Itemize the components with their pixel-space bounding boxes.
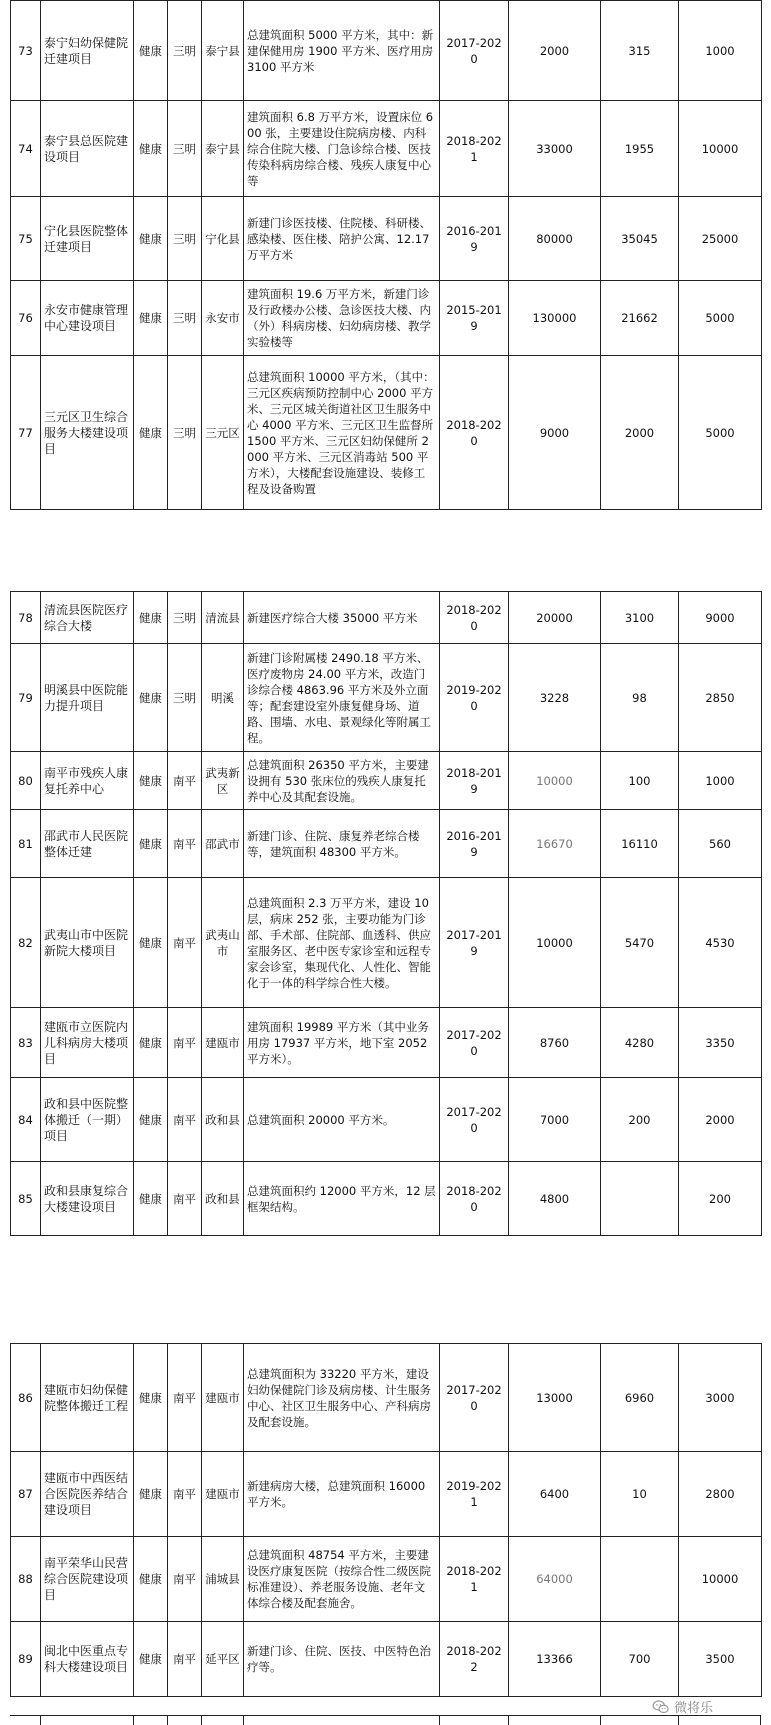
cell-period: 2018-2020 (440, 356, 509, 510)
table-row (11, 1078, 762, 1162)
cell-period: 2017-2020 (440, 1078, 509, 1162)
cell-total: 16670 (509, 810, 601, 878)
cell-city: 三明 (168, 644, 202, 752)
table-row (11, 878, 762, 1008)
cell-county: 泰宁县 (202, 101, 244, 197)
cell-idx: 87 (11, 1452, 41, 1537)
cell-name: 泰宁县总医院建设项目 (41, 101, 134, 197)
cell-name: 宁化县医院整体迁建项目 (41, 197, 134, 281)
wechat-logo-icon (652, 1698, 670, 1716)
table-row (11, 1622, 762, 1697)
cell-desc: 建筑面积 19989 平方米（其中业务用房 17937 平方米，地下室 2052 平方米）。 (244, 1008, 440, 1078)
cell-done: 700 (601, 1622, 679, 1697)
cell-name: 清流县医院医疗综合大楼 (41, 592, 134, 644)
cell-city: 三明 (168, 1, 202, 101)
cell-period: 2016-2019 (440, 810, 509, 878)
cell-period: 2016-2019 (440, 197, 509, 281)
cell-cat: 健康 (134, 101, 168, 197)
cell-desc: 总建筑面积约 12000 平方米，12 层框架结构。 (244, 1162, 440, 1236)
cell-cat: 健康 (134, 1078, 168, 1162)
cell-name: 南平市残疾人康复托养中心 (41, 752, 134, 810)
cell-county: 武夷山市 (202, 878, 244, 1008)
cell-city: 南平 (168, 1078, 202, 1162)
cell-cat: 健康 (134, 644, 168, 752)
cell-period: 2017-2020 (440, 1344, 509, 1452)
cell-period: 2018-2021 (440, 1537, 509, 1622)
cell-county: 建瓯市 (202, 1452, 244, 1537)
cell-desc: 新建医疗综合大楼 35000 平方米 (244, 592, 440, 644)
cell-total: 13366 (509, 1622, 601, 1697)
cell-period: 2018-2021 (440, 101, 509, 197)
cell-county: 建瓯市 (202, 1008, 244, 1078)
cell-idx: 74 (11, 101, 41, 197)
cell-period: 2018-2020 (440, 592, 509, 644)
cell-city: 三明 (168, 356, 202, 510)
cell-plan: 5000 (679, 356, 762, 510)
cell-name: 邵武市人民医院整体迁建 (41, 810, 134, 878)
table-row (11, 752, 762, 810)
cell-cat: 健康 (134, 752, 168, 810)
cell-city: 南平 (168, 1452, 202, 1537)
cell-done: 21662 (601, 281, 679, 356)
cell-cat: 健康 (134, 356, 168, 510)
cell-total: 80000 (509, 197, 601, 281)
cell-total: 10000 (509, 878, 601, 1008)
cell-total: 6400 (509, 1452, 601, 1537)
cell-period: 2018-2020 (440, 1162, 509, 1236)
cell-plan: 1000 (679, 1, 762, 101)
cell-plan: 5000 (679, 281, 762, 356)
cell-city: 三明 (168, 592, 202, 644)
cell-city: 南平 (168, 752, 202, 810)
cell-idx: 88 (11, 1537, 41, 1622)
cell-name: 建瓯市妇幼保健院整体搬迁工程 (41, 1344, 134, 1452)
cell-period: 2018-2022 (440, 1622, 509, 1697)
cell-cat: 健康 (134, 1162, 168, 1236)
cell-done: 5470 (601, 878, 679, 1008)
project-table-block-1 (10, 0, 762, 510)
cell-desc: 总建筑面积 2.3 万平方米，建设 10 层，病床 252 张，主要功能为门诊部、手术部、住院部、血透科、供应室服务区、老中医专家诊室和远程专家会诊室，集现代化、人性化、智能化于一体的科学综合性大楼。 (244, 878, 440, 1008)
cell-county: 明溪 (202, 644, 244, 752)
cell-idx: 80 (11, 752, 41, 810)
cell-county: 邵武市 (202, 810, 244, 878)
cell-plan: 2000 (679, 1078, 762, 1162)
cell-county: 政和县 (202, 1162, 244, 1236)
cell-city: 南平 (168, 1344, 202, 1452)
table-row (11, 1344, 762, 1452)
table-row (11, 1008, 762, 1078)
cell-plan: 200 (679, 1162, 762, 1236)
cell-period: 2018-2019 (440, 752, 509, 810)
cell-plan: 3350 (679, 1008, 762, 1078)
cell-desc: 总建筑面积 10000 平方米，（其中：三元区疾病预防控制中心 2000 平方米、三元区城关街道社区卫生服务中心 4000 平方米、三元区卫生监督所 1500 平方米、三元区妇幼保健所 2000 平方米、三元区消毒站 500 平方米），大楼配套设施建设、装修工程及设备购置 (244, 356, 440, 510)
cell-name: 永安市健康管理中心建设项目 (41, 281, 134, 356)
cell-total: 9000 (509, 356, 601, 510)
cell-period: 2017-2020 (440, 1, 509, 101)
cell-name: 政和县中医院整体搬迁（一期）项目 (41, 1078, 134, 1162)
cell-plan: 2850 (679, 644, 762, 752)
cell-city: 南平 (168, 1008, 202, 1078)
cell-done (601, 1537, 679, 1622)
cell-county: 延平区 (202, 1622, 244, 1697)
cell-name: 闽北中医重点专科大楼建设项目 (41, 1622, 134, 1697)
cell-name: 明溪县中医院能力提升项目 (41, 644, 134, 752)
cell-cat: 健康 (134, 1344, 168, 1452)
cell-idx: 89 (11, 1622, 41, 1697)
cell-desc: 新建门诊附属楼 2490.18 平方米、医疗废物房 24.00 平方米，改造门诊综合楼 4863.96 平方米及外立面等；配套建设室外康复健身场、道路、围墙、水电、景观绿化等附属工程。 (244, 644, 440, 752)
cell-done: 4280 (601, 1008, 679, 1078)
cell-total: 33000 (509, 101, 601, 197)
watermark (652, 1697, 713, 1716)
cell-plan: 4530 (679, 878, 762, 1008)
cell-idx: 79 (11, 644, 41, 752)
cell-idx: 78 (11, 592, 41, 644)
table-row (11, 810, 762, 878)
cell-city: 三明 (168, 101, 202, 197)
table-row (11, 1537, 762, 1622)
cell-idx: 85 (11, 1162, 41, 1236)
cell-plan: 25000 (679, 197, 762, 281)
cell-plan: 1000 (679, 752, 762, 810)
cell-cat: 健康 (134, 878, 168, 1008)
project-table-block-2 (10, 591, 762, 1236)
cell-idx: 77 (11, 356, 41, 510)
cell-period: 2019-2020 (440, 644, 509, 752)
table-row (11, 101, 762, 197)
cell-total: 7000 (509, 1078, 601, 1162)
cell-name: 三元区卫生综合服务大楼建设项目 (41, 356, 134, 510)
cell-county: 浦城县 (202, 1537, 244, 1622)
cell-desc: 总建筑面积 26350 平方米，主要建设拥有 530 张床位的残疾人康复托养中心及其配套设施。 (244, 752, 440, 810)
cell-city: 南平 (168, 810, 202, 878)
cell-done: 6960 (601, 1344, 679, 1452)
watermark-text: 微将乐 (674, 1701, 714, 1716)
cell-idx: 86 (11, 1344, 41, 1452)
cell-desc: 新建病房大楼，总建筑面积 16000 平方米。 (244, 1452, 440, 1537)
cell-desc: 总建筑面积 48754 平方米，主要建设医疗康复医院（按综合性二级医院标准建设）、养老服务设施、老年文体综合楼及配套施舍。 (244, 1537, 440, 1622)
cell-done: 35045 (601, 197, 679, 281)
cell-county: 清流县 (202, 592, 244, 644)
table-row (11, 1, 762, 101)
cell-cat: 健康 (134, 1452, 168, 1537)
cell-cat: 健康 (134, 1008, 168, 1078)
cell-desc: 总建筑面积 5000 平方米，其中：新建保健用房 1900 平方米、医疗用房 3100 平方米 (244, 1, 440, 101)
cell-county: 泰宁县 (202, 1, 244, 101)
cell-total: 4800 (509, 1162, 601, 1236)
cell-name: 泰宁妇幼保健院迁建项目 (41, 1, 134, 101)
table-row (11, 197, 762, 281)
cell-done: 16110 (601, 810, 679, 878)
cell-city: 南平 (168, 878, 202, 1008)
cell-total: 20000 (509, 592, 601, 644)
cell-name: 南平荣华山民营综合医院建设项目 (41, 1537, 134, 1622)
cell-cat: 健康 (134, 592, 168, 644)
cell-cat: 健康 (134, 1622, 168, 1697)
cell-total: 13000 (509, 1344, 601, 1452)
cell-desc: 新建门诊医技楼、住院楼、科研楼、感染楼、医住楼、陪护公寓、12.17 万平方米 (244, 197, 440, 281)
table-row (11, 281, 762, 356)
cell-done: 100 (601, 752, 679, 810)
table-row (11, 1452, 762, 1537)
cell-done (601, 1162, 679, 1236)
cell-desc: 总建筑面积 20000 平方米。 (244, 1078, 440, 1162)
cell-city: 南平 (168, 1622, 202, 1697)
cell-period: 2017-2019 (440, 878, 509, 1008)
cell-plan: 3500 (679, 1622, 762, 1697)
cell-idx: 75 (11, 197, 41, 281)
cell-cat: 健康 (134, 281, 168, 356)
table-row (11, 1162, 762, 1236)
cell-city: 南平 (168, 1162, 202, 1236)
cell-name: 建瓯市中西医结合医院医养结合建设项目 (41, 1452, 134, 1537)
cell-county: 三元区 (202, 356, 244, 510)
cell-done: 315 (601, 1, 679, 101)
cell-idx: 82 (11, 878, 41, 1008)
cell-done: 2000 (601, 356, 679, 510)
cell-plan: 2800 (679, 1452, 762, 1537)
cell-done: 3100 (601, 592, 679, 644)
cell-total: 2000 (509, 1, 601, 101)
cell-county: 建瓯市 (202, 1344, 244, 1452)
cell-cat: 健康 (134, 1, 168, 101)
cell-cat: 健康 (134, 1537, 168, 1622)
table-row (11, 592, 762, 644)
cell-plan: 10000 (679, 101, 762, 197)
cell-desc: 总建筑面积为 33220 平方米，建设妇幼保健院门诊及病房楼、计生服务中心、社区卫生服务中心、产科病房及配套设施。 (244, 1344, 440, 1452)
cell-county: 永安市 (202, 281, 244, 356)
cell-idx: 81 (11, 810, 41, 878)
cell-name: 政和县康复综合大楼建设项目 (41, 1162, 134, 1236)
cell-cat: 健康 (134, 197, 168, 281)
cell-desc: 建筑面积 6.8 万平方米，设置床位 600 张，主要建设住院病房楼、内科综合住院大楼、门急诊综合楼、医技传染科病房综合楼、残疾人康复中心等 (244, 101, 440, 197)
cell-idx: 73 (11, 1, 41, 101)
cell-done: 200 (601, 1078, 679, 1162)
cell-done: 1955 (601, 101, 679, 197)
cell-period: 2015-2019 (440, 281, 509, 356)
cell-city: 三明 (168, 281, 202, 356)
cell-done: 10 (601, 1452, 679, 1537)
cell-city: 南平 (168, 1537, 202, 1622)
cell-desc: 建筑面积 19.6 万平方米，新建门诊及行政楼办公楼、急诊医技大楼、内（外）科病房楼、妇幼病房楼、教学实验楼等 (244, 281, 440, 356)
table-row (11, 644, 762, 752)
cell-plan: 10000 (679, 1537, 762, 1622)
cell-period: 2019-2021 (440, 1452, 509, 1537)
cell-period: 2017-2020 (440, 1008, 509, 1078)
cell-desc: 新建门诊、住院、康复养老综合楼等，建筑面积 48300 平方米。 (244, 810, 440, 878)
cell-name: 建瓯市立医院内儿科病房大楼项目 (41, 1008, 134, 1078)
cell-county: 武夷新区 (202, 752, 244, 810)
project-table-block-3 (10, 1343, 762, 1697)
cell-name: 武夷山市中医院新院大楼项目 (41, 878, 134, 1008)
cell-total: 10000 (509, 752, 601, 810)
cell-desc: 新建门诊、住院、医技、中医特色治疗等。 (244, 1622, 440, 1697)
cell-plan: 560 (679, 810, 762, 878)
cell-total: 3228 (509, 644, 601, 752)
cell-county: 政和县 (202, 1078, 244, 1162)
cell-county: 宁化县 (202, 197, 244, 281)
cell-city: 三明 (168, 197, 202, 281)
cell-plan: 9000 (679, 592, 762, 644)
cell-total: 8760 (509, 1008, 601, 1078)
cell-idx: 84 (11, 1078, 41, 1162)
cell-cat: 健康 (134, 810, 168, 878)
cell-total: 130000 (509, 281, 601, 356)
cell-idx: 83 (11, 1008, 41, 1078)
cell-idx: 76 (11, 281, 41, 356)
cell-plan: 3000 (679, 1344, 762, 1452)
table-row (11, 356, 762, 510)
cell-total: 64000 (509, 1537, 601, 1622)
cell-done: 98 (601, 644, 679, 752)
